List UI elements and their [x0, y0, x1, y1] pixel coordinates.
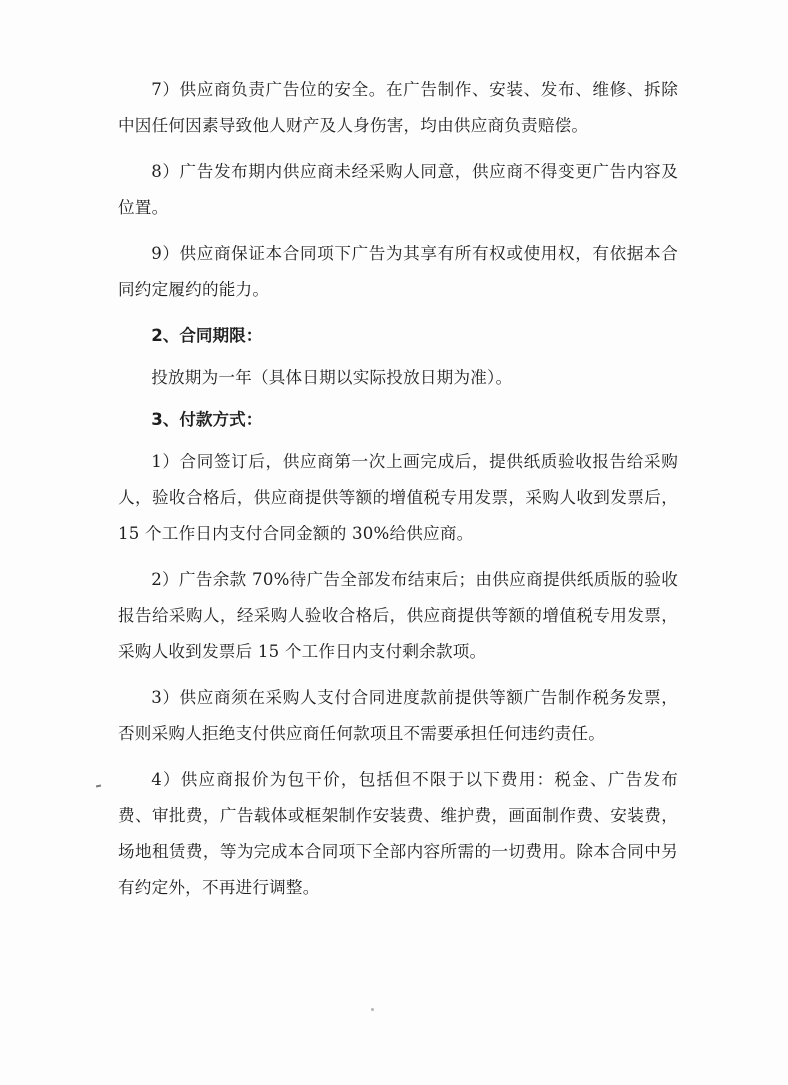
payment-item-2: 2）广告余款 70%待广告全部发布结束后；由供应商提供纸质版的验收报告给采购人，经采购人验收合格后，供应商提供等额的增值税专用发票，采购人收到发票后 15 个工作日内支付剩余款项。	[118, 570, 678, 661]
payment-item-3: 3）供应商须在采购人支付合同进度款前提供等额广告制作税务发票，否则采购人拒绝支付供应商任何款项且不需要承担任何违约责任。	[118, 688, 678, 743]
contract-term-text: 投放期为一年（具体日期以实际投放日期为准）。	[151, 368, 513, 387]
scan-speck	[371, 1008, 374, 1011]
section-heading-contract-term: 2、合同期限：	[151, 326, 263, 345]
section-heading-payment-method: 3、付款方式：	[151, 410, 263, 429]
clause-9: 9）供应商保证本合同项下广告为其享有所有权或使用权，有依据本合同约定履约的能力。	[118, 244, 678, 299]
clause-8: 8）广告发布期内供应商未经采购人同意，供应商不得变更广告内容及位置。	[118, 162, 678, 217]
payment-item-4: 4）供应商报价为包干价，包括但不限于以下费用：税金、广告发布费、审批费，广告载体或框架制作安装费、维护费，画面制作费、安装费，场地租赁费，等为完成本合同项下全部内容所需的一切费用。除本合同中另有约定外，不再进行调整。	[118, 770, 678, 897]
clause-7: 7）供应商负责广告位的安全。在广告制作、安装、发布、维修、拆除中因任何因素导致他人财产及人身伤害，均由供应商负责赔偿。	[118, 80, 678, 135]
scan-speck	[96, 785, 101, 788]
payment-item-1: 1）合同签订后，供应商第一次上画完成后，提供纸质验收报告给采购人，验收合格后，供应商提供等额的增值税专用发票，采购人收到发票后，15 个工作日内支付合同金额的 30%给供应商。	[118, 452, 678, 543]
document-body	[118, 72, 678, 916]
